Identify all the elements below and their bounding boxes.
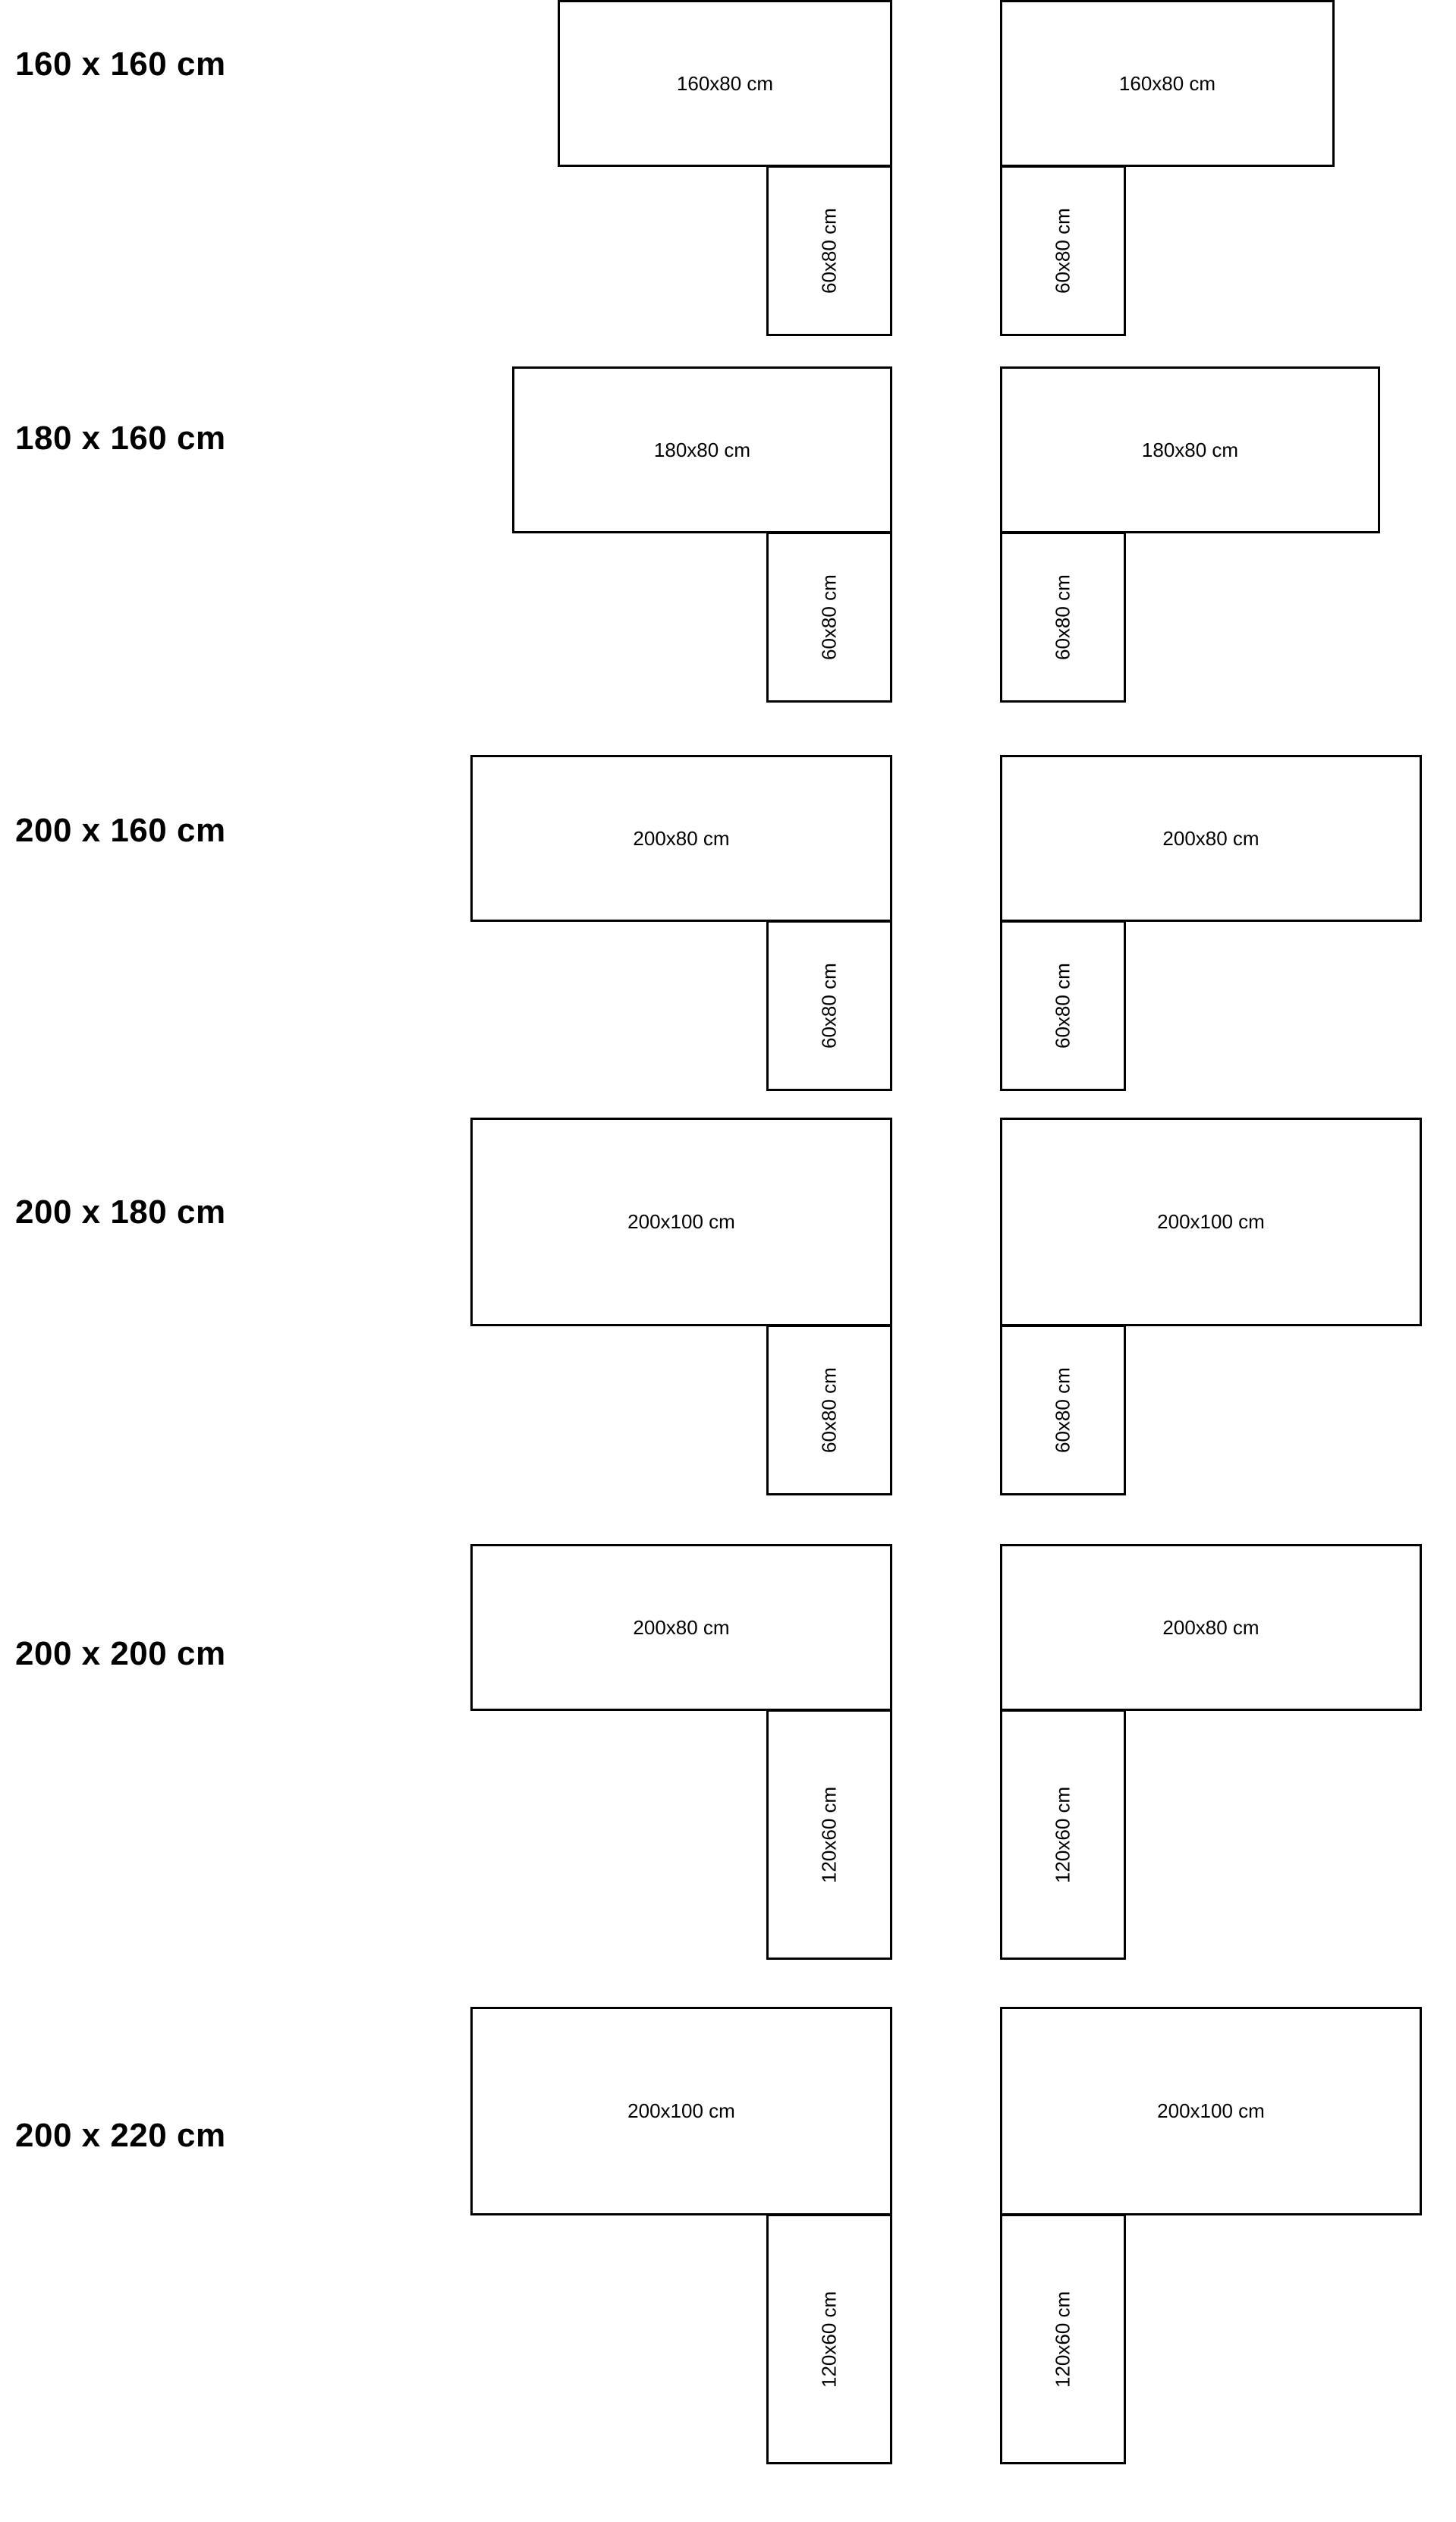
desk-main-label: 200x100 cm <box>627 2099 735 2122</box>
desk-main-label: 200x100 cm <box>627 1210 735 1233</box>
size-row <box>0 2007 1456 2508</box>
desk-return-label: 60x80 cm <box>817 208 841 294</box>
row-label: 180 x 160 cm <box>15 420 226 457</box>
desk-return-surface <box>1000 1325 1126 1495</box>
size-row <box>0 366 1456 731</box>
desk-main-surface <box>558 0 892 167</box>
desk-main-surface <box>1000 1544 1422 1711</box>
desk-main-label: 200x100 cm <box>1157 2099 1265 2122</box>
desk-return-surface <box>766 532 892 703</box>
desk-main-surface <box>470 755 892 922</box>
row-label: 200 x 220 cm <box>15 2117 226 2154</box>
desk-return-surface <box>1000 1709 1126 1960</box>
desk-return-label: 60x80 cm <box>1051 963 1074 1049</box>
desk-return-label: 60x80 cm <box>1051 574 1074 660</box>
desk-return-surface <box>1000 532 1126 703</box>
desk-return-label: 60x80 cm <box>817 1367 841 1453</box>
desk-main-surface <box>1000 0 1335 167</box>
desk-return-label: 120x60 cm <box>817 2291 841 2388</box>
desk-return-surface <box>766 2214 892 2464</box>
desk-return-label: 60x80 cm <box>1051 208 1074 294</box>
desk-return-surface <box>766 920 892 1091</box>
desk-main-surface <box>1000 2007 1422 2215</box>
desk-return-surface <box>766 1325 892 1495</box>
size-row <box>0 0 1456 349</box>
desk-main-surface <box>470 1118 892 1326</box>
desk-main-label: 160x80 cm <box>1118 71 1216 95</box>
desk-main-label: 200x100 cm <box>1157 1210 1265 1233</box>
desk-main-surface <box>470 2007 892 2215</box>
desk-main-label: 200x80 cm <box>1162 1615 1259 1639</box>
desk-return-label: 120x60 cm <box>817 1786 841 1883</box>
desk-main-label: 180x80 cm <box>653 438 751 461</box>
desk-return-label: 60x80 cm <box>817 574 841 660</box>
row-label: 200 x 160 cm <box>15 812 226 849</box>
desk-return-surface <box>1000 920 1126 1091</box>
desk-main-surface <box>470 1544 892 1711</box>
desk-return-surface <box>766 165 892 336</box>
desk-main-surface <box>512 366 892 533</box>
desk-main-surface <box>1000 755 1422 922</box>
desk-main-surface <box>1000 1118 1422 1326</box>
desk-main-label: 200x80 cm <box>633 826 730 850</box>
desk-return-surface <box>1000 165 1126 336</box>
row-label: 200 x 180 cm <box>15 1193 226 1231</box>
desk-return-label: 60x80 cm <box>1051 1367 1074 1453</box>
desk-main-label: 200x80 cm <box>1162 826 1259 850</box>
desk-return-surface <box>1000 2214 1126 2464</box>
size-row <box>0 1118 1456 1512</box>
desk-return-label: 120x60 cm <box>1051 2291 1074 2388</box>
desk-main-label: 160x80 cm <box>676 71 774 95</box>
desk-return-surface <box>766 1709 892 1960</box>
row-label: 160 x 160 cm <box>15 46 226 83</box>
desk-return-label: 120x60 cm <box>1051 1786 1074 1883</box>
desk-main-surface <box>1000 366 1380 533</box>
desk-return-label: 60x80 cm <box>817 963 841 1049</box>
size-row <box>0 1544 1456 1976</box>
desk-main-label: 180x80 cm <box>1141 438 1239 461</box>
row-label: 200 x 200 cm <box>15 1635 226 1672</box>
desk-main-label: 200x80 cm <box>633 1615 730 1639</box>
size-row <box>0 755 1456 1119</box>
